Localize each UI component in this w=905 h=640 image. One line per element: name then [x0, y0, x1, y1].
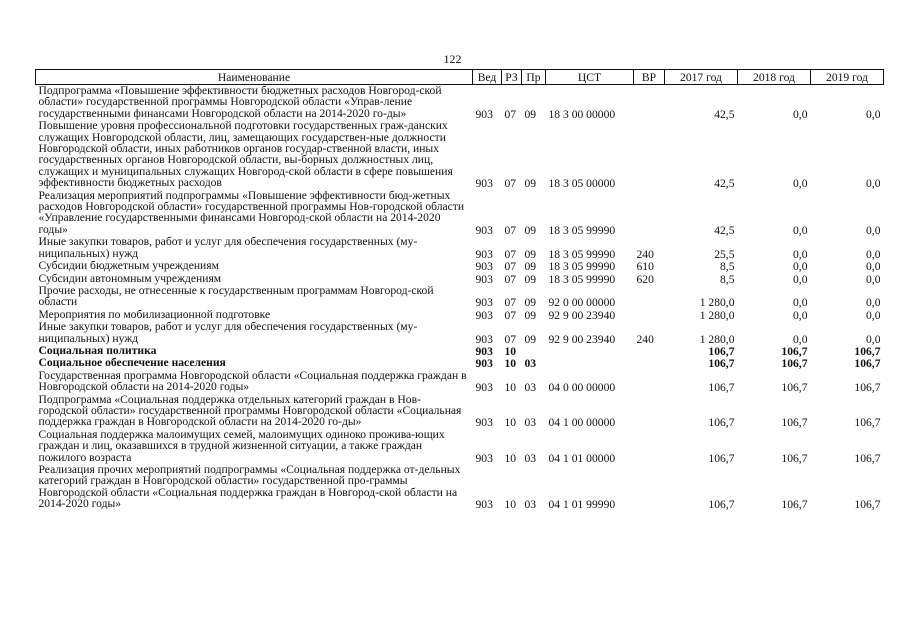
- cell-ved: 903: [475, 296, 493, 310]
- cell-cst: 18 3 00 00000: [548, 107, 616, 121]
- table-row: [36, 321, 884, 345]
- header-cst: ЦСТ: [546, 70, 634, 85]
- cell-vr: [634, 120, 665, 189]
- cell-2019: 0,0: [866, 272, 881, 286]
- cell-rz: 10: [504, 451, 517, 465]
- cell-cst: 04 1 01 00000: [548, 451, 616, 465]
- cell-2018: 0,0: [793, 296, 808, 310]
- cell-2019: 0,0: [866, 260, 881, 274]
- cell-2018: 0,0: [793, 247, 808, 261]
- table-row: [36, 394, 884, 429]
- cell-rz: 07: [504, 107, 517, 121]
- cell-2017: 25,5: [714, 247, 735, 261]
- cell-name: Прочие расходы, не отнесенные к государственным программам Новгород-ской области: [38, 283, 434, 309]
- table-body: [36, 85, 884, 511]
- cell-cst: 18 3 05 99990: [548, 260, 616, 274]
- cell-name: Субсидии бюджетным учреждениям: [38, 259, 219, 273]
- cell-rz: 10: [504, 416, 517, 430]
- header-ved: Вед: [473, 70, 502, 85]
- cell-rz: 07: [504, 272, 517, 286]
- cell-2018: 0,0: [793, 272, 808, 286]
- cell-cst: 92 9 00 23940: [548, 308, 616, 322]
- header-vr: ВР: [634, 70, 665, 85]
- cell-ved: 903: [475, 332, 493, 346]
- header-2019: 2019 год: [811, 70, 884, 85]
- cell-2018: 0,0: [793, 308, 808, 322]
- table-row: [36, 190, 884, 237]
- cell-pr: 09: [524, 272, 537, 286]
- cell-vr: [634, 345, 665, 357]
- cell-2019: 0,0: [866, 223, 881, 237]
- cell-pr: 09: [524, 177, 537, 191]
- cell-2019: 106,7: [854, 344, 881, 358]
- cell-pr: 09: [524, 308, 537, 322]
- cell-2019: 106,7: [854, 451, 881, 465]
- cell-2018: 0,0: [793, 177, 808, 191]
- cell-vr: 240: [636, 247, 654, 261]
- cell-name: Подпрограмма «Повышение эффективности бюджетных расходов Новгород-ской области» государственной программы Новгородской области «Управ-ление государственными финансами Новгородской области на 2014-2020 го-ды»: [38, 84, 442, 120]
- cell-2018: 106,7: [781, 381, 808, 395]
- cell-rz: 07: [504, 332, 517, 346]
- cell-vr: [634, 357, 665, 369]
- table-row: [36, 464, 884, 511]
- cell-2019: 0,0: [866, 177, 881, 191]
- table-row: [36, 285, 884, 309]
- cell-2019: 0,0: [866, 247, 881, 261]
- cell-name: Социальная поддержка малоимущих семей, малоимущих одиноко прожива-ющих граждан и лиц, оказавшихся в трудной жизненной ситуации, а также граждан пожилого возраста: [38, 427, 445, 464]
- cell-ved: 903: [475, 451, 493, 465]
- cell-2017: 8,5: [720, 260, 735, 274]
- cell-name: Субсидии автономным учреждениям: [38, 271, 222, 285]
- cell-2018: 106,7: [781, 451, 808, 465]
- cell-ved: 903: [475, 177, 493, 191]
- cell-vr: [634, 370, 665, 394]
- cell-2018: 106,7: [781, 344, 808, 358]
- cell-vr: [634, 394, 665, 429]
- cell-2017: 42,5: [714, 223, 735, 237]
- cell-name: Подпрограмма «Социальная поддержка отдельных категорий граждан в Нов-городской области» государственной программы Новгородской области «Социальная поддержка граждан в Новгородской области на 2014-2020 го-ды»: [38, 392, 462, 429]
- cell-2017: 1 280,0: [699, 308, 735, 322]
- cell-2019: 106,7: [854, 498, 881, 512]
- cell-vr: 610: [636, 260, 654, 274]
- cell-vr: [634, 285, 665, 309]
- cell-ved: 903: [475, 260, 493, 274]
- cell-pr: 09: [524, 107, 537, 121]
- cell-cst: 92 9 00 23940: [548, 332, 616, 346]
- cell-cst: [546, 357, 634, 369]
- cell-cst: 18 3 05 99990: [548, 272, 616, 286]
- cell-cst: 18 3 05 99990: [548, 223, 616, 237]
- cell-2019: 0,0: [866, 296, 881, 310]
- cell-2017: 106,7: [708, 416, 735, 430]
- cell-ved: 903: [475, 498, 493, 512]
- cell-2018: 0,0: [793, 260, 808, 274]
- cell-rz: 07: [504, 223, 517, 237]
- cell-cst: [546, 345, 634, 357]
- cell-ved: 903: [475, 344, 493, 358]
- cell-rz: 07: [504, 247, 517, 261]
- cell-2018: 0,0: [793, 107, 808, 121]
- table-row: [36, 120, 884, 189]
- cell-pr: 09: [524, 260, 537, 274]
- cell-cst: 04 1 01 99990: [548, 498, 616, 512]
- cell-2018: 106,7: [781, 357, 808, 371]
- cell-name: Государственная программа Новгородской области «Социальная поддержка граждан в Новгородской области на 2014-2020 годы»: [38, 368, 467, 394]
- cell-2019: 0,0: [866, 332, 881, 346]
- cell-2018: 106,7: [781, 498, 808, 512]
- cell-pr: 09: [524, 332, 537, 346]
- cell-name: Иные закупки товаров, работ и услуг для обеспечения государственных (му-ниципальных) нужд: [38, 235, 418, 260]
- cell-2017: 106,7: [708, 381, 735, 395]
- cell-2017: 106,7: [708, 451, 735, 465]
- cell-name: Повышение уровня профессиональной подготовки государственных граж-данских служащих Новгородской области, лиц, замещающих государствен-ные должности Новгородской области, иных работников органов государ-ственной власти, иных государственных органов Новгородской области, вы-борных должностных лиц, служащих и муниципальных служащих Новгород-ской области в сфере повышения эффективности бюджетных расходов: [38, 119, 453, 190]
- cell-2017: 106,7: [708, 498, 735, 512]
- cell-ved: 903: [475, 357, 493, 371]
- cell-ved: 903: [475, 223, 493, 237]
- cell-cst: 18 3 05 00000: [548, 177, 616, 191]
- cell-name: Мероприятия по мобилизационной подготовке: [38, 307, 271, 321]
- cell-ved: 903: [475, 107, 493, 121]
- cell-vr: [634, 429, 665, 464]
- cell-cst: 04 0 00 00000: [548, 381, 616, 395]
- cell-vr: [634, 85, 665, 121]
- cell-rz: 10: [504, 381, 517, 395]
- cell-vr: [634, 464, 665, 511]
- cell-2018: 106,7: [781, 416, 808, 430]
- cell-rz: 07: [504, 260, 517, 274]
- cell-2017: 106,7: [708, 357, 735, 371]
- header-pr: Пр: [522, 70, 546, 85]
- cell-ved: 903: [475, 247, 493, 261]
- cell-vr: 240: [636, 332, 654, 346]
- table-header-row: [36, 70, 884, 85]
- cell-2018: 0,0: [793, 332, 808, 346]
- cell-2017: 42,5: [714, 107, 735, 121]
- cell-rz: 07: [504, 308, 517, 322]
- cell-2018: 0,0: [793, 223, 808, 237]
- table-row: [36, 357, 884, 369]
- cell-rz: 10: [504, 357, 517, 371]
- page-number: 122: [443, 52, 462, 66]
- cell-pr: 03: [524, 416, 537, 430]
- cell-name: Социальное обеспечение населения: [38, 356, 226, 370]
- cell-rz: 10: [504, 344, 517, 358]
- cell-name: Реализация прочих мероприятий подпрограммы «Социальная поддержка от-дельных категорий граждан в Новгородской области» государственной про-граммы Новгородской области «Социальная поддержка граждан в Новгород-ской области на 2014-2020 годы»: [38, 463, 461, 511]
- header-rz: РЗ: [502, 70, 522, 85]
- cell-cst: 92 0 00 00000: [548, 296, 616, 310]
- cell-2019: 106,7: [854, 357, 881, 371]
- cell-ved: 903: [475, 416, 493, 430]
- cell-2017: 8,5: [720, 272, 735, 286]
- cell-2019: 0,0: [866, 308, 881, 322]
- header-2017: 2017 год: [665, 70, 738, 85]
- cell-2017: 1 280,0: [699, 332, 735, 346]
- table-row: [36, 85, 884, 121]
- cell-name: Иные закупки товаров, работ и услуг для обеспечения государственных (му-ниципальных) нужд: [38, 320, 418, 345]
- header-name: Наименование: [36, 70, 473, 85]
- cell-pr: 03: [524, 357, 537, 371]
- cell-pr: 09: [524, 247, 537, 261]
- cell-rz: 07: [504, 177, 517, 191]
- cell-vr: [634, 309, 665, 321]
- cell-name: Социальная политика: [38, 343, 157, 357]
- cell-rz: 10: [504, 498, 517, 512]
- cell-ved: 903: [475, 308, 493, 322]
- cell-pr: 03: [524, 451, 537, 465]
- cell-pr: 09: [524, 296, 537, 310]
- header-2018: 2018 год: [738, 70, 811, 85]
- cell-rz: 07: [504, 296, 517, 310]
- cell-vr: [634, 190, 665, 237]
- budget-table: [35, 69, 884, 511]
- cell-2017: 106,7: [708, 344, 735, 358]
- cell-ved: 903: [475, 381, 493, 395]
- cell-pr: [522, 345, 546, 357]
- cell-name: Реализация мероприятий подпрограммы «Повышение эффективности бюд-жетных расходов Новгородской области» государственной программы Нов-городской области «Управление государственными финансами Новгород-ской области на 2014-2020 годы»: [38, 188, 465, 236]
- cell-pr: 09: [524, 223, 537, 237]
- cell-vr: 620: [636, 272, 654, 286]
- table-row: [36, 260, 884, 272]
- cell-2019: 106,7: [854, 381, 881, 395]
- cell-2017: 42,5: [714, 177, 735, 191]
- cell-ved: 903: [475, 272, 493, 286]
- table-row: [36, 429, 884, 464]
- cell-pr: 03: [524, 498, 537, 512]
- cell-2019: 106,7: [854, 416, 881, 430]
- cell-2017: 1 280,0: [699, 296, 735, 310]
- cell-pr: 03: [524, 381, 537, 395]
- cell-cst: 18 3 05 99990: [548, 247, 616, 261]
- table-row: [36, 236, 884, 260]
- cell-cst: 04 1 00 00000: [548, 416, 616, 430]
- table-row: [36, 370, 884, 394]
- cell-2019: 0,0: [866, 107, 881, 121]
